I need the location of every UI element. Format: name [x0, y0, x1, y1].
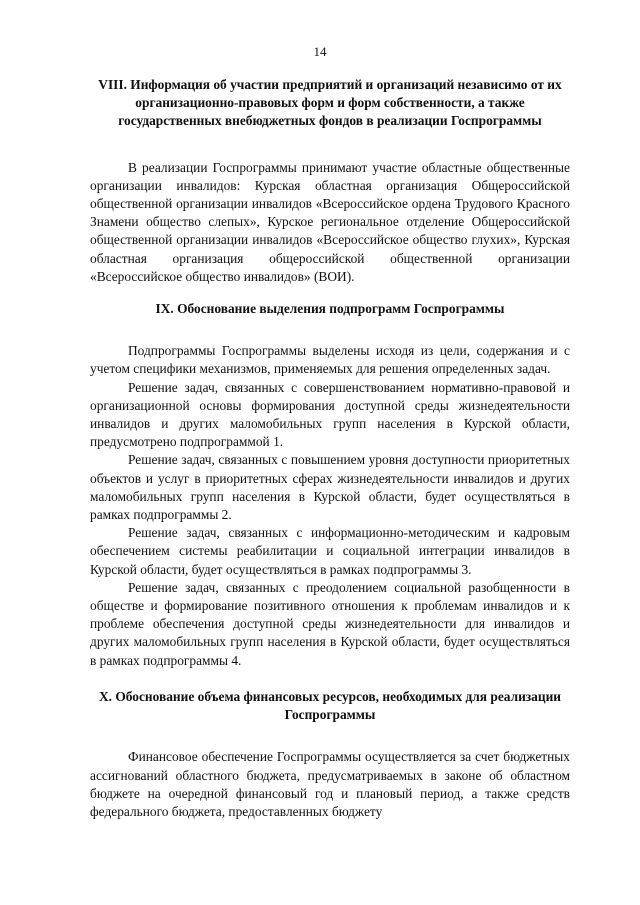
page-content [90, 76, 570, 821]
section-9 [90, 300, 570, 670]
section-9-paragraph: Решение задач, связанных с совершенствованием нормативно-правовой и организационной основы формирования доступной среды жизнедеятельности инвалидов и других маломобильных групп населения в Курской области, предусмотрено подпрограммой 1. [90, 379, 570, 450]
section-9-paragraph: Решение задач, связанных с повышением уровня доступности приоритетных объектов и услуг в приоритетных сферах жизнедеятельности инвалидов и других маломобильных групп населения в Курской области, будет осуществляться в рамках подпрограммы 2. [90, 452, 570, 523]
section-9-paragraph: Решение задач, связанных с преодолением социальной разобщенности в обществе и формирование позитивного отношения к проблемам инвалидов и к проблеме обеспечения доступной среды жизнедеятельности для инвалидов и других маломобильных групп населения в Курской области, будет осуществляться в рамках подпрограммы 4. [90, 579, 570, 668]
section-10-paragraph: Финансовое обеспечение Госпрограммы осуществляется за счет бюджетных ассигнований областного бюджета, предусматриваемых в законе об областном бюджете на очередной финансовый год и плановый период, а также средств федерального бюджета, предоставленных бюджету [90, 749, 570, 819]
page-number: 14 [313, 44, 327, 59]
section-10 [90, 688, 570, 821]
section-9-paragraph: Подпрограммы Госпрограммы выделены исходя из цели, содержания и с учетом специфики механизмов, применяемых для решения определенных задач. [90, 343, 570, 377]
section-8-heading: VIII. Информация об участии предприятий и организаций независимо от их организационно-правовых форм и форм собственности, а также государственных внебюджетных фондов в реализации Госпрограммы [98, 77, 562, 129]
section-8 [90, 76, 570, 286]
section-9-heading: IX. Обоснование выделения подпрограмм Госпрограммы [155, 301, 505, 317]
section-10-heading: X. Обоснование объема финансовых ресурсов, необходимых для реализации Госпрограммы [98, 688, 562, 723]
section-9-paragraph: Решение задач, связанных с информационно-методическим и кадровым обеспечением системы реабилитации и социальной интеграции инвалидов в Курской области, будет осуществляться в рамках подпрограммы 3. [90, 525, 570, 577]
section-8-paragraph: В реализации Госпрограммы принимают участие областные общественные организации инвалидов: Курская областная организация Общероссийской общественной организации инвалидов «Всероссийское ордена Трудового Красного Знамени общество слепых», Курское региональное отделение Общероссийской общественной организации инвалидов «Всероссийское общество глухих», Курская областная организация общероссийской общественной организации «Всероссийское общество инвалидов» (ВОИ). [90, 159, 570, 284]
